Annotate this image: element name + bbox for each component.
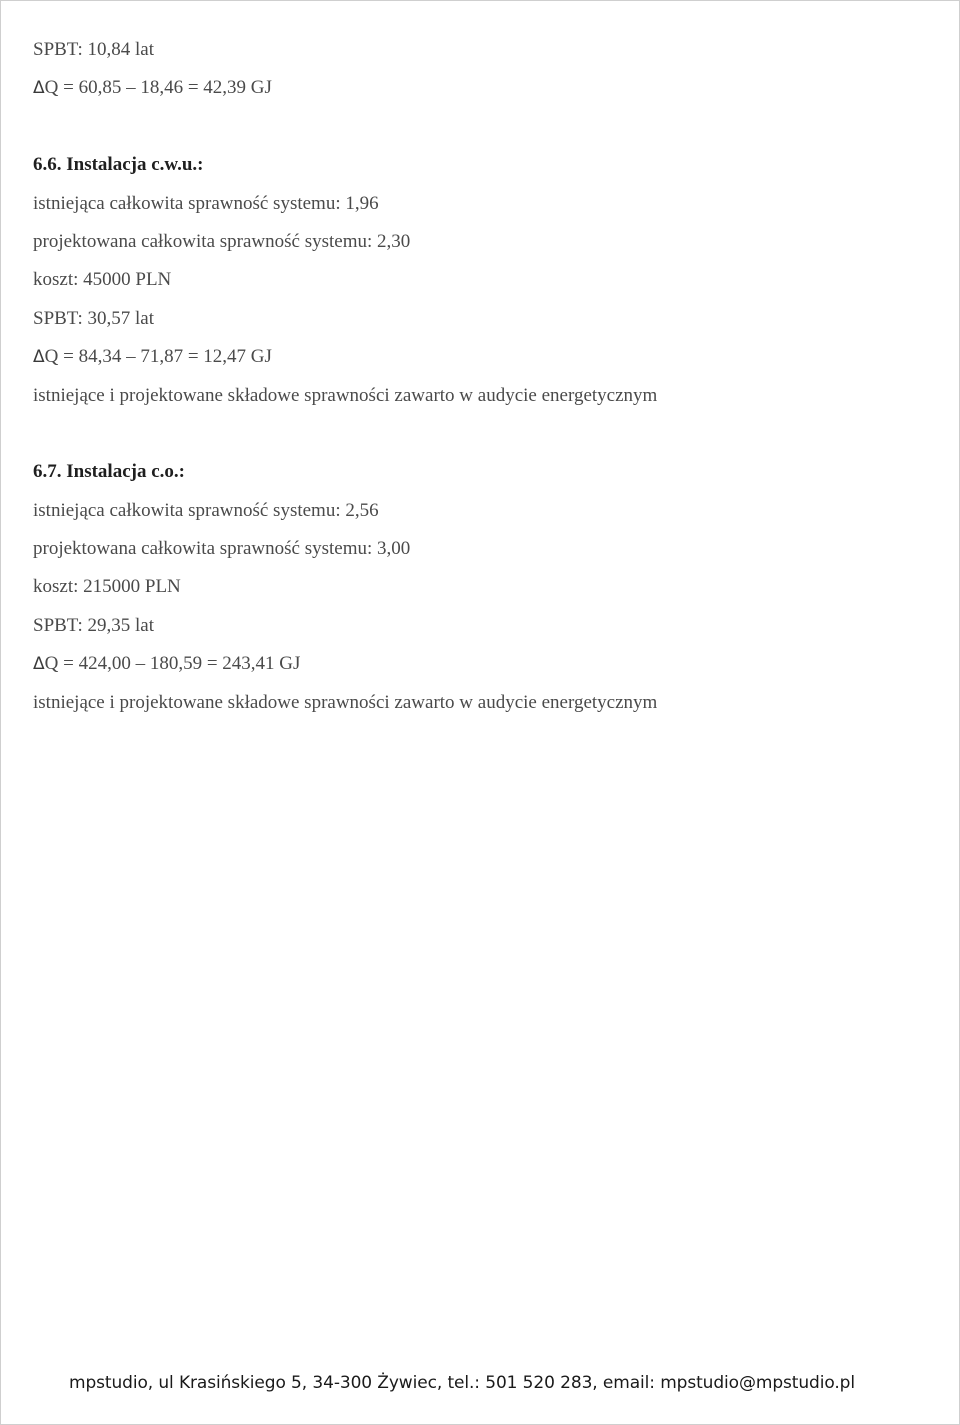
audit-note-line: istniejące i projektowane składowe sprawności zawarto w audycie energetycznym	[33, 691, 658, 713]
delta-symbol: Δ	[33, 654, 45, 675]
cost-line: koszt: 45000 PLN	[33, 269, 172, 291]
spacer	[33, 415, 913, 453]
delta-symbol: Δ	[33, 347, 45, 368]
delta-q-text: Q = 60,85 – 18,46 = 42,39 GJ	[44, 77, 272, 99]
spbt-line: SPBT: 10,84 lat	[33, 39, 154, 60]
projected-efficiency-line: projektowana całkowita sprawność systemu: 3,00	[33, 538, 411, 560]
existing-efficiency-line: istniejąca całkowita sprawność systemu: 2,56	[33, 499, 379, 521]
section-heading-co: 6.7. Instalacja c.o.:	[33, 461, 185, 483]
delta-q-line	[33, 338, 913, 376]
document-content	[33, 31, 913, 722]
cost-line: koszt: 215000 PLN	[33, 576, 181, 598]
spbt-line: SPBT: 30,57 lat	[33, 307, 154, 329]
spbt-line: SPBT: 29,35 lat	[33, 614, 154, 636]
delta-q-line	[33, 645, 913, 683]
projected-efficiency-line: projektowana całkowita sprawność systemu: 2,30	[33, 230, 411, 252]
delta-q-line	[33, 69, 913, 107]
spacer	[33, 108, 913, 146]
delta-symbol: Δ	[33, 78, 45, 99]
delta-q-text: Q = 424,00 – 180,59 = 243,41 GJ	[44, 653, 301, 675]
audit-note-line: istniejące i projektowane składowe sprawności zawarto w audycie energetycznym	[33, 384, 658, 406]
page-footer: mpstudio, ul Krasińskiego 5, 34-300 Żywiec, tel.: 501 520 283, email: mpstudio@mpstudio.pl	[69, 1373, 855, 1393]
section-heading-cwu: 6.6. Instalacja c.w.u.:	[33, 154, 204, 176]
existing-efficiency-line: istniejąca całkowita sprawność systemu: 1,96	[33, 192, 379, 214]
delta-q-text: Q = 84,34 – 71,87 = 12,47 GJ	[44, 346, 272, 368]
